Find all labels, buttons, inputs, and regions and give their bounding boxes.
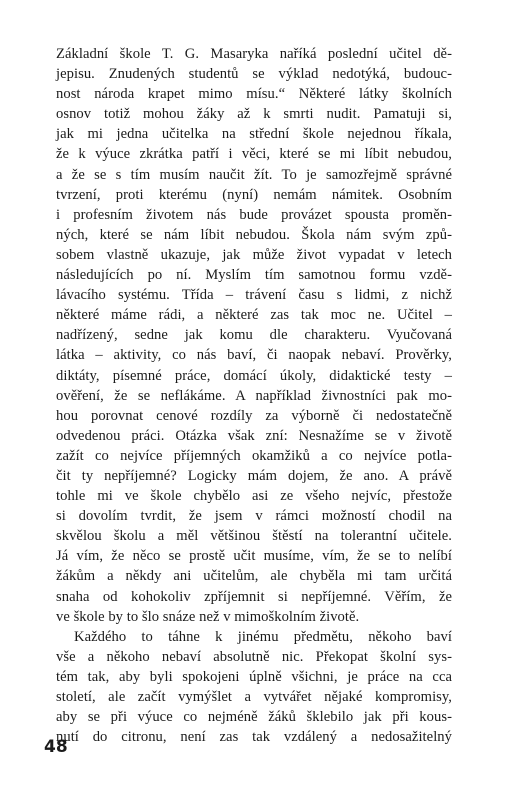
text-line: nutí do citronu, není zas tak vzdálený a nedosažitelný: [56, 729, 452, 746]
text-line: i profesním životem nás bude provázet spousta proměn-: [56, 206, 452, 223]
text-line: zažít co nejvíce příjemných okamžiků a co nejvíce potla-: [56, 447, 452, 464]
body-text: [56, 44, 452, 747]
text-line: a že se s tím musím naučit žít. To je samozřejmě správné: [56, 166, 452, 183]
text-line: žákům a někdy ani učitelům, ale chyběla mi tam určitá: [56, 568, 452, 585]
text-line: Každého to táhne k jinému předmětu, někoho baví: [74, 628, 452, 645]
text-line: některé máme rádi, a některé zas tak moc ne. Učitel –: [56, 307, 452, 324]
text-line: tohle mi ve škole chybělo asi ze všeho nejvíc, přestože: [56, 488, 452, 505]
text-line: hou porovnat cenové rozdíly za výborně či nedostatečně: [56, 407, 452, 424]
text-line: nadřízený, sedne jak komu dle charakteru. Vyučovaná: [56, 327, 452, 344]
text-line: ve škole by to šlo snáze než v mimoškolním životě.: [56, 608, 360, 625]
text-line: že k výuce zkrátka patří i věci, které se mi líbit nebudou,: [56, 146, 452, 163]
text-line: jak mi jedna učitelka na střední škole nejednou říkala,: [56, 126, 452, 143]
paragraph-1: [56, 44, 452, 627]
text-line: osnov totiž mohou žáky až k smrti nudit. Pamatuji si,: [56, 106, 452, 123]
text-line: tvrzení, proti kterému (nyní) nemám námitek. Osobním: [56, 186, 452, 203]
text-line: aby se při výuce co nejméně žáků šklebilo jak při kous-: [56, 709, 452, 726]
paragraph-2: [56, 627, 452, 748]
text-line: lávacího systému. Třída – trávení času s lidmi, z nichž: [56, 287, 452, 304]
text-line: Já vím, že něco se prostě učit musíme, vím, že se to nelíbí: [56, 548, 452, 565]
text-line: sobem vlastně ukazuje, jak může život vypadat v letech: [56, 246, 452, 263]
page-number: 48: [44, 737, 68, 757]
text-line: snaha od kohokoliv zpříjemnit si nepříjemné. Věřím, že: [56, 588, 452, 605]
text-line: ověření, že se neflákáme. A například živnostníci pak mo-: [56, 387, 452, 404]
text-line: tém tak, aby byli spokojeni úplně všichni, je práce na cca: [56, 668, 452, 685]
text-line: jepisu. Znudených studentů se výklad nedotýká, budouc-: [56, 66, 452, 83]
text-line: si dovolím tvrdit, že jsem v rámci možností chodil na: [56, 508, 452, 525]
text-line: století, ale začít vymýšlet a vytvářet nějaké kompromisy,: [56, 689, 452, 705]
text-line: odvedenou práci. Otázka však zní: Nesnažíme se v životě: [56, 427, 452, 444]
text-line: nost národa krapet mimo mísu.“ Některé látky školních: [56, 86, 452, 103]
text-line: vše a někoho nebaví absolutně nic. Překopat školní sys-: [56, 648, 452, 665]
text-line: látka – aktivity, co nás baví, či naopak nebaví. Prověrky,: [56, 347, 452, 364]
text-line: skvělou školu a měl většinou štěstí na tolerantní učitele.: [56, 528, 452, 545]
text-line: následujících po ní. Myslím tím samotnou formu vzdě-: [56, 267, 452, 284]
text-line: čit ty nepříjemné? Logicky mám dojem, že ano. A právě: [56, 467, 452, 484]
text-line: ných, které se nám líbit nebudou. Škola nám svým způ-: [56, 226, 452, 243]
text-line: diktáty, písemné práce, domácí úkoly, didaktické testy –: [56, 367, 452, 384]
text-line: Základní škole T. G. Masaryka naříká poslední učitel dě-: [56, 46, 452, 62]
